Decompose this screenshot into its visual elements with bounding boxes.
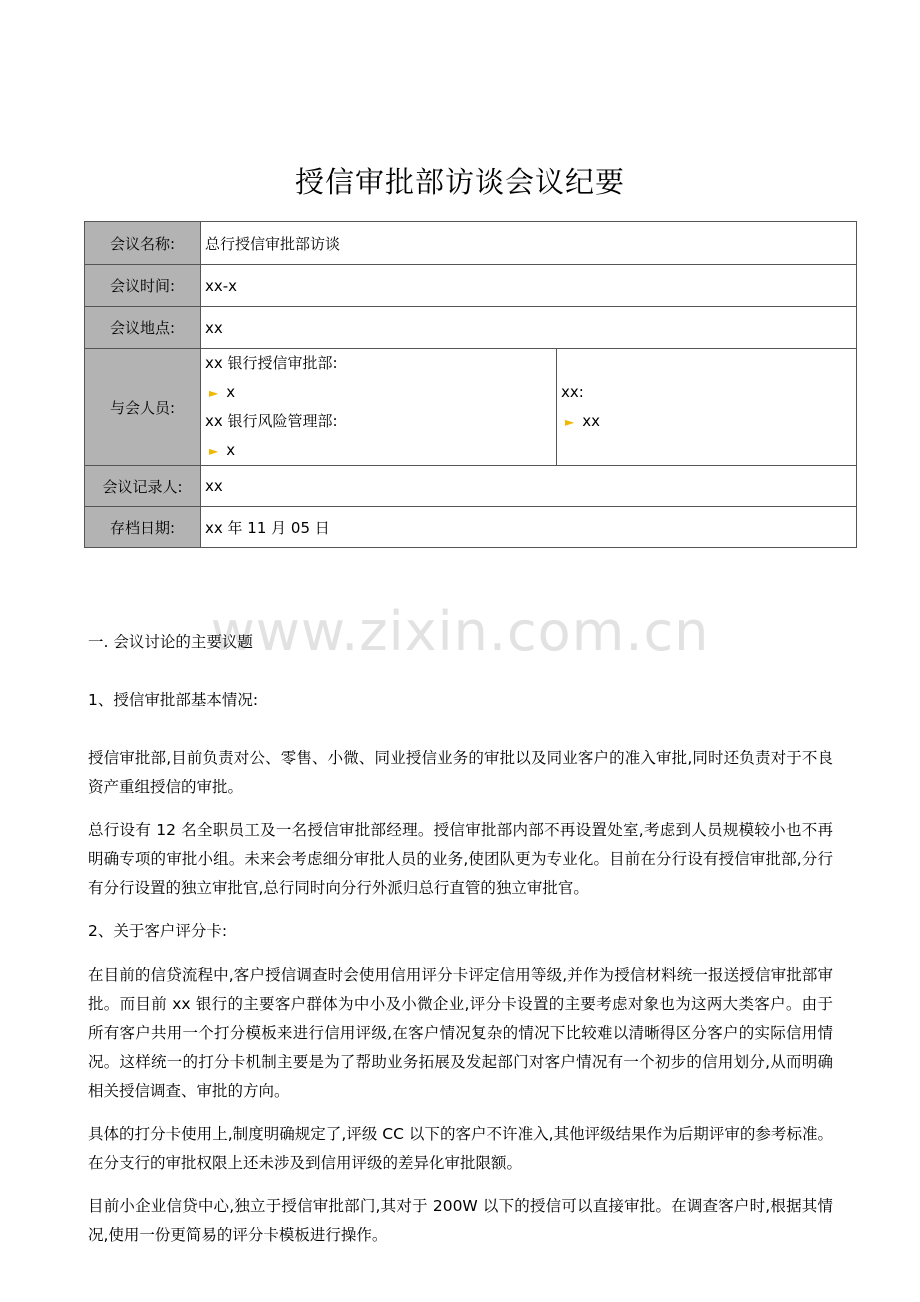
attendees-label: 与会人员: [85, 349, 201, 466]
section-heading: 一. 会议讨论的主要议题 [88, 633, 253, 651]
paragraph: 总行设有 12 名全职员工及一名授信审批部经理。授信审批部内部不再设置处室,考虑到人员规模较小也不再明确专项的审批小组。未来会考虑细分审批人员的业务,使团队更为专业化。目前在分行设有授信审批部,分行有分行设置的独立审批官,总行同时向分行外派归总行直管的独立审批官。 [88, 821, 833, 897]
triangle-bullet-icon: ► [209, 386, 219, 400]
paragraph: 在目前的信贷流程中,客户授信调查时会使用信用评分卡评定信用等级,并作为授信材料统一报送授信审批部审批。而目前 xx 银行的主要客户群体为中小及小微企业,评分卡设置的主要考虑对象也为这两大类客户。由于所有客户共用一个打分模板来进行信用评级,在客户情况复杂的情况下比较难以清晰得区分客户的实际信用情况。这样统一的打分卡机制主要是为了帮助业务拓展及发起部门对客户情况有一个初步的信用划分,从而明确相关授信调查、审批的方向。 [88, 966, 833, 1100]
table-row [85, 265, 857, 307]
paragraph: 具体的打分卡使用上,制度明确规定了,评级 CC 以下的客户不许准入,其他评级结果作为后期评审的参考标准。在分支行的审批权限上还未涉及到信用评级的差异化审批限额。 [88, 1125, 833, 1172]
subsection-heading: 1、授信审批部基本情况: [88, 691, 259, 709]
table-row [85, 466, 857, 507]
recorder-value: xx [201, 466, 857, 507]
attendee-item [205, 378, 552, 407]
watermark: www.zixin.com.cn [210, 600, 710, 663]
meeting-time-value: xx-x [201, 265, 857, 307]
meeting-info-table [84, 221, 857, 548]
attendee-name: x [226, 441, 236, 459]
attendee-name: x [226, 383, 236, 401]
recorder-label: 会议记录人: [85, 466, 201, 507]
meeting-name-label: 会议名称: [85, 222, 201, 265]
table-row [85, 349, 857, 466]
table-row [85, 307, 857, 349]
triangle-bullet-icon: ► [209, 444, 219, 458]
attendees-right-cell [557, 349, 857, 466]
attendee-item [205, 436, 552, 465]
page-title: 授信审批部访谈会议纪要 [294, 165, 625, 199]
meeting-place-label: 会议地点: [85, 307, 201, 349]
attendees-left-cell [201, 349, 557, 466]
attendee-group: xx: [561, 383, 584, 401]
attendee-group: xx 银行授信审批部: [205, 354, 338, 372]
meeting-name-value: 总行授信审批部访谈 [201, 222, 857, 265]
subsection-heading: 2、关于客户评分卡: [88, 922, 228, 940]
triangle-bullet-icon: ► [565, 415, 575, 429]
archive-date-label: 存档日期: [85, 507, 201, 548]
table-row [85, 507, 857, 548]
minutes-body [88, 628, 833, 1250]
attendee-item [561, 407, 852, 436]
paragraph: 目前小企业信贷中心,独立于授信审批部门,其对于 200W 以下的授信可以直接审批。在调查客户时,根据其情况,使用一份更简易的评分卡模板进行操作。 [88, 1197, 833, 1244]
meeting-time-label: 会议时间: [85, 265, 201, 307]
meeting-place-value: xx [201, 307, 857, 349]
attendee-name: xx [582, 412, 600, 430]
paragraph: 授信审批部,目前负责对公、零售、小微、同业授信业务的审批以及同业客户的准入审批,同时还负责对于不良资产重组授信的审批。 [88, 749, 833, 796]
archive-date-value: xx 年 11 月 05 日 [201, 507, 857, 548]
table-row [85, 222, 857, 265]
attendee-group: xx 银行风险管理部: [205, 412, 338, 430]
